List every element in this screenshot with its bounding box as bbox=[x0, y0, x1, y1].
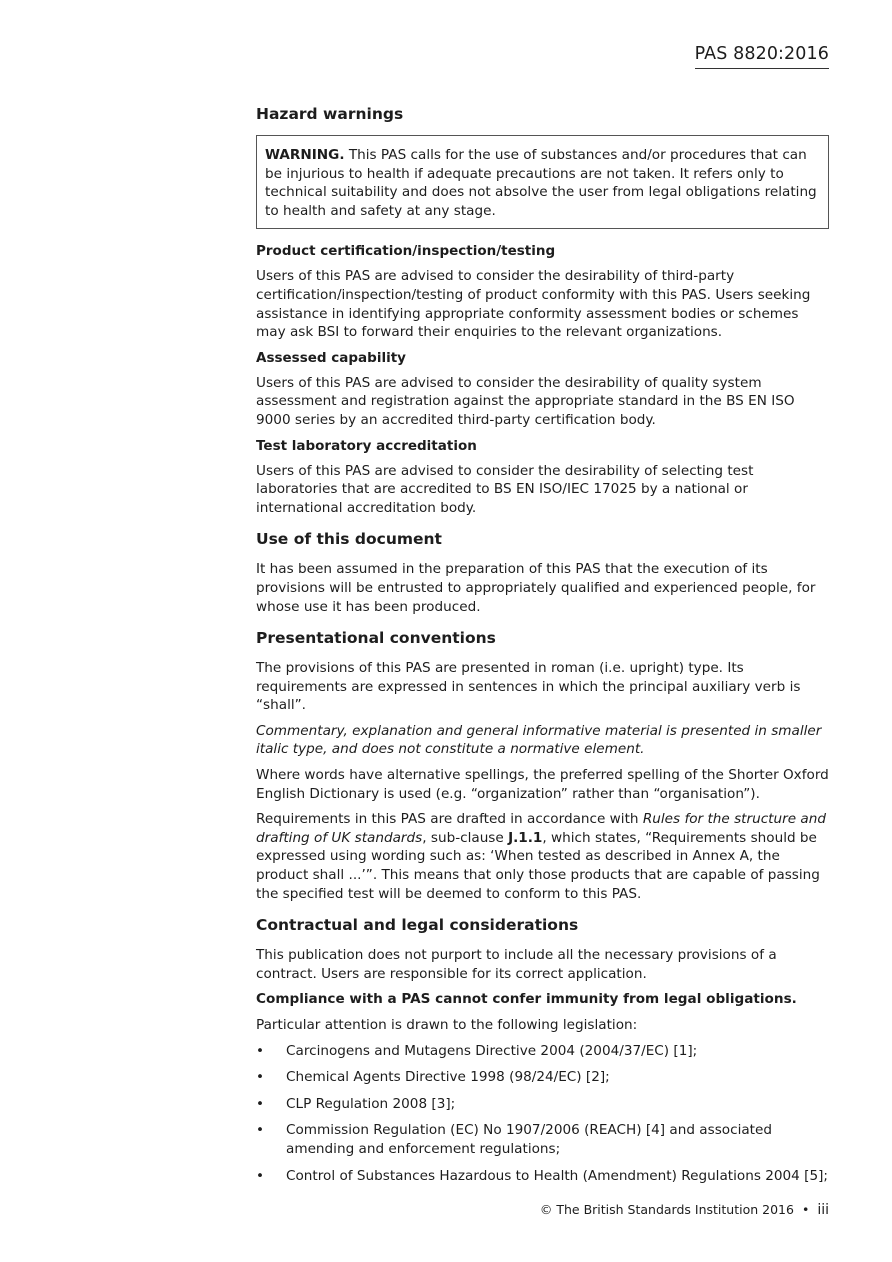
page-header bbox=[695, 44, 829, 69]
presentational-conventions-heading: Presentational conventions bbox=[256, 629, 496, 648]
bullet-icon: • bbox=[256, 1167, 265, 1184]
warning-text: This PAS calls for the use of substances and/or procedures that can be injurious to health if adequate precautions are not taken. It refers only to technical suitability and does not absolve the user from legal obligations relating to health and safety at any stage. bbox=[265, 147, 817, 219]
list-item bbox=[256, 1095, 829, 1114]
list-item bbox=[256, 1042, 829, 1061]
conventions-p4-text-c: , which states, “Requirements should be expressed using wording such as: ‘When tested as described in Annex A, the product shall ...’”. This means that only those products that are capable of passing the specified test will be deemed to conform to this PAS. bbox=[256, 829, 820, 902]
warning-label: WARNING. bbox=[265, 147, 345, 163]
hazard-warnings-heading: Hazard warnings bbox=[256, 105, 404, 123]
bullet-icon: • bbox=[256, 1095, 265, 1112]
bullet-icon: • bbox=[256, 1069, 265, 1086]
use-of-document-paragraph: It has been assumed in the preparation of this PAS that the execution of its provisions will be entrusted to appropriately qualified and experienced people, for whose use it has been produced. bbox=[256, 561, 816, 615]
bullet-icon: • bbox=[256, 1042, 265, 1059]
capability-heading: Assessed capability bbox=[256, 349, 406, 366]
certification-heading: Product certification/inspection/testing bbox=[256, 243, 556, 260]
legal-considerations-heading: Contractual and legal considerations bbox=[256, 916, 579, 935]
page-footer bbox=[540, 1202, 829, 1218]
list-item bbox=[256, 1068, 829, 1087]
list-item-text: Commission Regulation (EC) No 1907/2006 (REACH) [4] and associated amending and enforcement regulations; bbox=[286, 1122, 773, 1157]
list-item bbox=[256, 1167, 829, 1186]
copyright-notice: © The British Standards Institution 2016 bbox=[539, 1202, 794, 1217]
page-content bbox=[256, 104, 829, 1193]
list-item-text: CLP Regulation 2008 [3]; bbox=[286, 1095, 456, 1112]
conventions-p4-text-b: , sub-clause bbox=[422, 829, 509, 846]
list-item-text: Carcinogens and Mutagens Directive 2004 (2004/37/EC) [1]; bbox=[286, 1042, 698, 1059]
use-of-document-heading: Use of this document bbox=[256, 530, 442, 549]
bullet-icon: • bbox=[256, 1122, 265, 1139]
certification-paragraph: Users of this PAS are advised to consider the desirability of third-party certification/inspection/testing of product conformity with this PAS. Users seeking assistance in identifying appropriate conformity assessment bodies or schemes may ask BSI to forward their enquiries to the relevant organizations. bbox=[256, 268, 811, 341]
conventions-paragraph-4 bbox=[256, 810, 829, 903]
rules-reference: Rules for the structure and drafting of UK standards bbox=[256, 811, 826, 846]
list-item bbox=[256, 1121, 829, 1158]
conventions-paragraph-2: Commentary, explanation and general informative material is presented in smaller italic type, and does not constitute a normative element. bbox=[256, 722, 822, 758]
legal-paragraph-2: Compliance with a PAS cannot confer immunity from legal obligations. bbox=[256, 991, 797, 1008]
list-item-text: Control of Substances Hazardous to Health (Amendment) Regulations 2004 [5]; bbox=[286, 1167, 828, 1184]
footer-separator: • bbox=[801, 1202, 810, 1217]
list-item-text: Chemical Agents Directive 1998 (98/24/EC) [2]; bbox=[286, 1069, 610, 1086]
page-number: iii bbox=[817, 1202, 829, 1218]
capability-paragraph: Users of this PAS are advised to consider the desirability of quality system assessment and registration against the appropriate standard in the BS EN ISO 9000 series by an accredited third-party certification body. bbox=[256, 374, 795, 428]
legislation-list bbox=[256, 1042, 829, 1186]
legal-paragraph-1: This publication does not purport to include all the necessary provisions of a contract. Users are responsible for its correct application. bbox=[256, 947, 777, 982]
conventions-p4-text-a: Requirements in this PAS are drafted in accordance with bbox=[256, 811, 643, 828]
document-id: PAS 8820:2016 bbox=[695, 44, 829, 69]
subclause-reference: J.1.1 bbox=[508, 829, 543, 846]
legal-paragraph-3: Particular attention is drawn to the following legislation: bbox=[256, 1017, 638, 1033]
conventions-paragraph-1: The provisions of this PAS are presented in roman (i.e. upright) type. Its requirements are expressed in sentences in which the principal auxiliary verb is “shall”. bbox=[256, 660, 801, 714]
laboratory-heading: Test laboratory accreditation bbox=[256, 437, 477, 454]
laboratory-paragraph: Users of this PAS are advised to consider the desirability of selecting test laboratories that are accredited to BS EN ISO/IEC 17025 by a national or international accreditation body. bbox=[256, 462, 754, 516]
warning-box bbox=[256, 135, 829, 229]
conventions-paragraph-3: Where words have alternative spellings, the preferred spelling of the Shorter Oxford English Dictionary is used (e.g. “organization” rather than “organisation”). bbox=[256, 767, 829, 802]
